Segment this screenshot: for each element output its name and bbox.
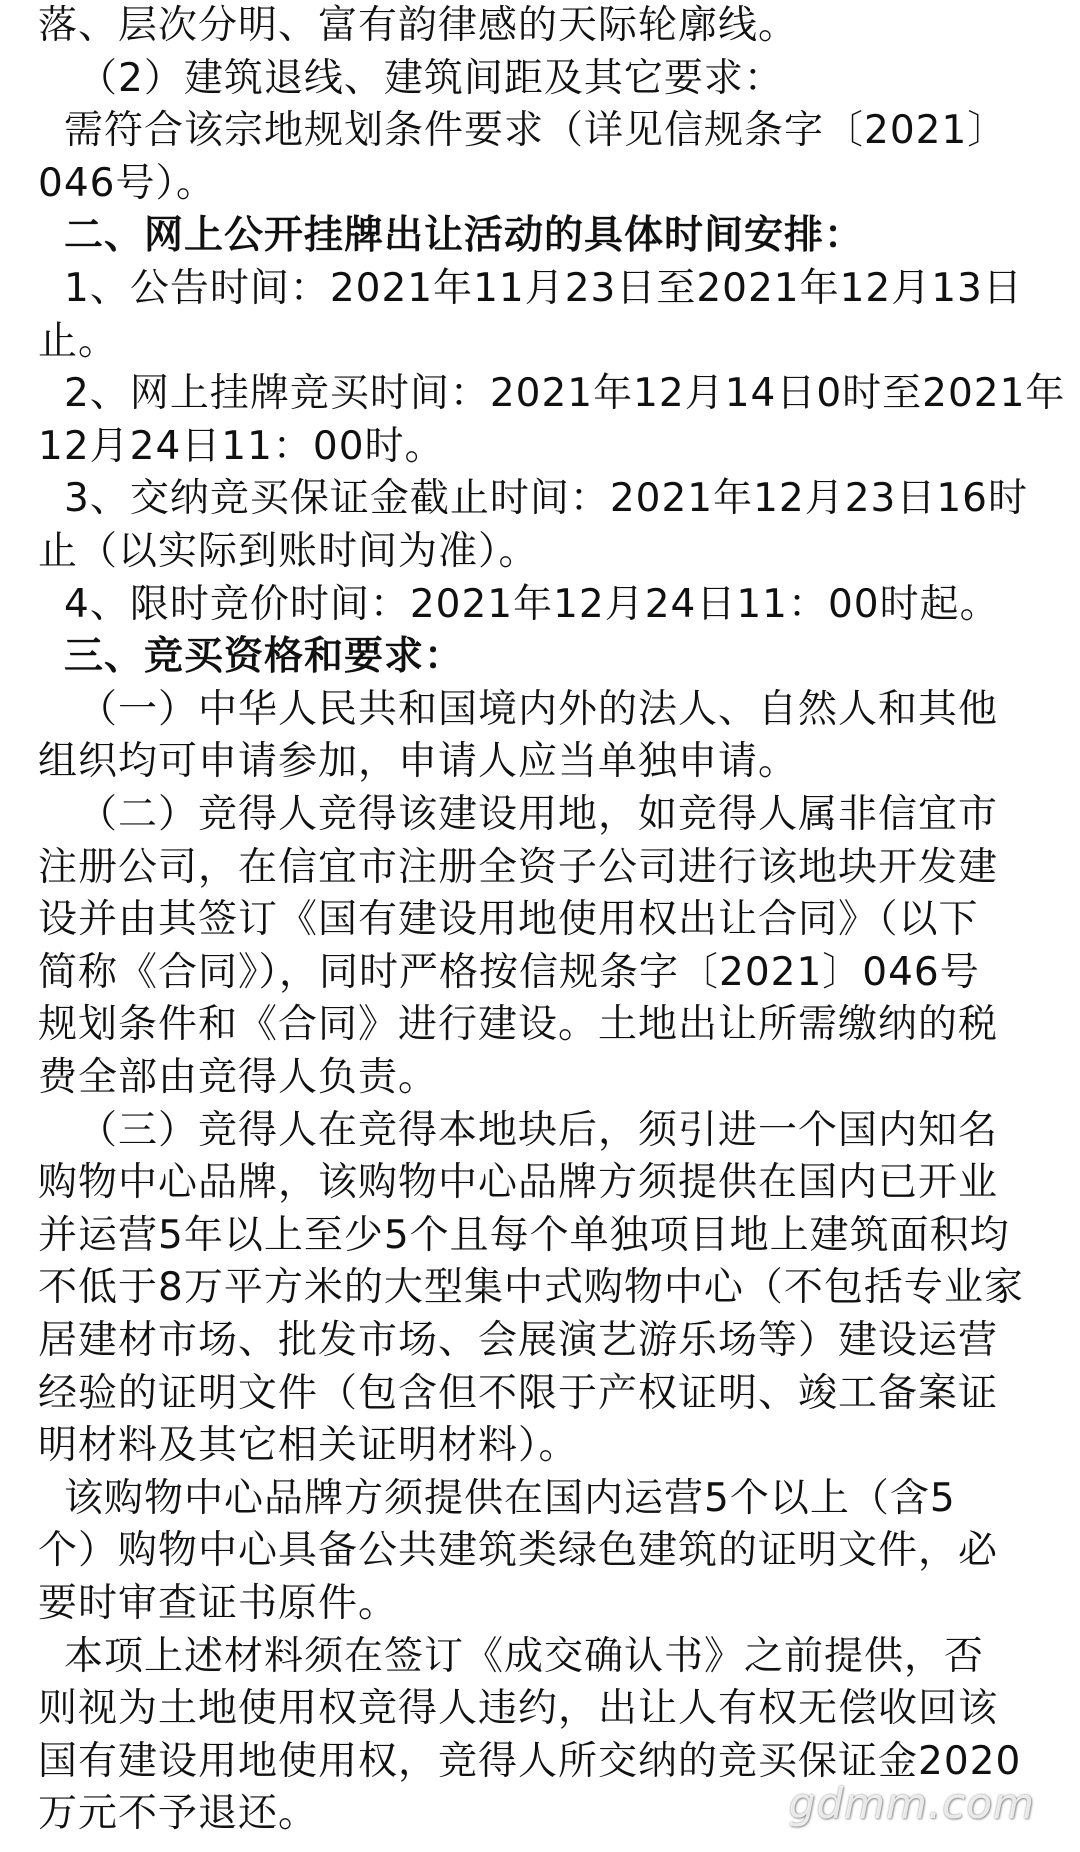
text-line: 注册公司，在信宜市注册全资子公司进行该地块开发建	[38, 844, 999, 890]
text-line: 并运营5年以上至少5个且每个单独项目地上建筑面积均	[38, 1212, 1010, 1258]
text-line: 不低于8万平方米的大型集中式购物中心（不包括专业家	[38, 1265, 1024, 1311]
text-line: （2）建筑退线、建筑间距及其它要求：	[78, 55, 784, 101]
text-line: （三）竞得人在竞得本地块后，须引进一个国内知名	[78, 1107, 999, 1153]
text-line: 12月24日11：00时。	[38, 423, 445, 469]
text-line: 1、公告时间：2021年11月23日至2021年12月13日	[64, 266, 1023, 311]
text-line: 本项上述材料须在签订《成交确认书》之前提供，否	[64, 1633, 985, 1679]
text-line: 设并由其签订《国有建设用地使用权出让合同》（以下	[38, 897, 979, 943]
text-line: 046号）。	[38, 160, 216, 206]
text-line: （一）中华人民共和国境内外的法人、自然人和其他	[78, 686, 999, 732]
text-line: 该购物中心品牌方须提供在国内运营5个以上（含5	[64, 1475, 956, 1521]
text-line: 止（以实际到账时间为准）。	[38, 529, 539, 574]
text-line: 国有建设用地使用权，竞得人所交纳的竞买保证金2020	[38, 1738, 1022, 1784]
text-line: 费全部由竞得人负责。	[38, 1055, 439, 1100]
text-line: 简称《合同》），同时严格按信规条字〔2021〕046号	[38, 949, 980, 995]
text-line: 购物中心品牌，该购物中心品牌方须提供在国内已开业	[38, 1160, 999, 1206]
text-line: 经验的证明文件（包含但不限于产权证明、竣工备案证	[38, 1370, 999, 1416]
text-line: 要时审查证书原件。	[38, 1581, 399, 1626]
text-line: 止。	[38, 318, 119, 364]
text-line: 居建材市场、批发市场、会展演艺游乐场等）建设运营	[38, 1318, 999, 1363]
text-line: 4、限时竞价时间：2021年12月24日11：00时起。	[64, 581, 1000, 627]
text-line: 落、层次分明、富有韵律感的天际轮廓线。	[38, 3, 799, 48]
text-line: 2、网上挂牌竞买时间：2021年12月14日0时至2021年	[64, 371, 1066, 417]
section-heading: 二、网上公开挂牌出让活动的具体时间安排：	[64, 213, 865, 259]
text-line: 则视为土地使用权竞得人违约，出让人有权无偿收回该	[38, 1686, 999, 1732]
text-line: （二）竞得人竞得该建设用地，如竞得人属非信宜市	[78, 792, 999, 837]
text-line: 个）购物中心具备公共建筑类绿色建筑的证明文件，必	[38, 1528, 999, 1574]
text-line: 需符合该宗地规划条件要求（详见信规条字〔2021〕	[64, 108, 1008, 154]
section-heading: 三、竞买资格和要求：	[64, 634, 465, 680]
text-line: 万元不予退还。	[38, 1791, 319, 1837]
text-line: 3、交纳竞买保证金截止时间：2021年12月23日16时	[64, 476, 1028, 522]
text-line: 规划条件和《合同》进行建设。土地出让所需缴纳的税	[38, 1002, 999, 1048]
text-line: 明材料及其它相关证明材料）。	[38, 1423, 579, 1469]
text-line: 组织均可申请参加，申请人应当单独申请。	[38, 739, 799, 785]
watermark: gdmm.com	[788, 1779, 1035, 1828]
